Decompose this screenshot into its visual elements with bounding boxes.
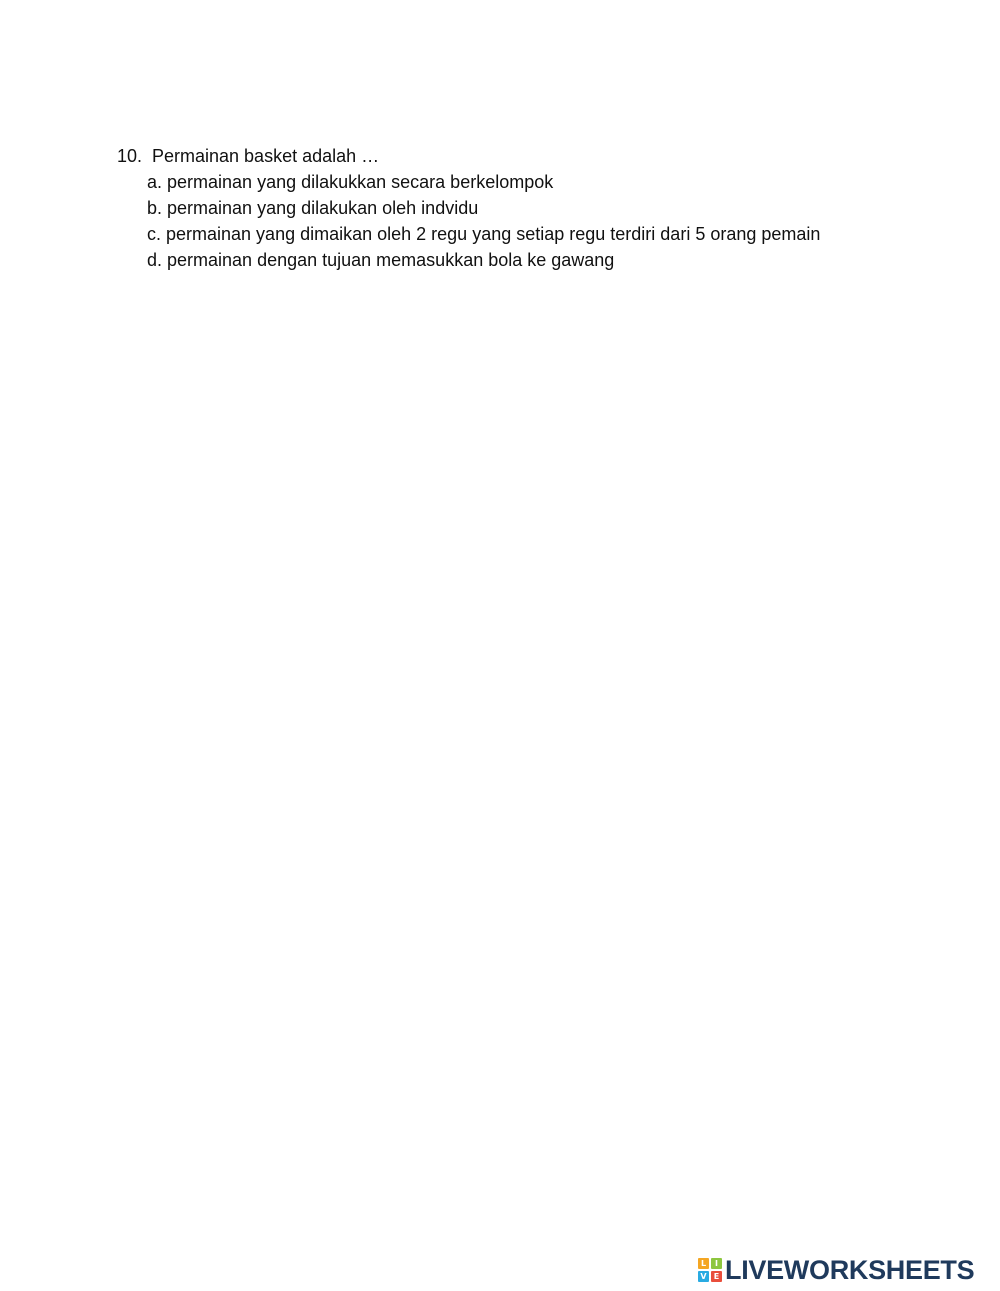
question-line bbox=[117, 143, 977, 169]
logo-tile-e: E bbox=[711, 1271, 722, 1282]
logo-tile-v: V bbox=[698, 1271, 709, 1282]
option-b: b. permainan yang dilakukan oleh indvidu bbox=[147, 198, 479, 218]
liveworksheets-logo bbox=[698, 1254, 975, 1285]
option-a: a. permainan yang dilakukkan secara berkelompok bbox=[147, 172, 554, 192]
logo-icon bbox=[698, 1258, 722, 1282]
logo-tile-i: I bbox=[711, 1258, 722, 1269]
brand-text: LIVEWORKSHEETS bbox=[725, 1254, 975, 1285]
logo-tile-l: L bbox=[698, 1258, 709, 1269]
question-number: 10. bbox=[117, 146, 143, 166]
answer-options bbox=[147, 169, 977, 273]
question-text: Permainan basket adalah … bbox=[152, 146, 380, 166]
option-d: d. permainan dengan tujuan memasukkan bola ke gawang bbox=[147, 250, 615, 270]
question-block bbox=[117, 143, 977, 273]
option-c: c. permainan yang dimaikan oleh 2 regu yang setiap regu terdiri dari 5 orang pemain bbox=[147, 224, 821, 244]
